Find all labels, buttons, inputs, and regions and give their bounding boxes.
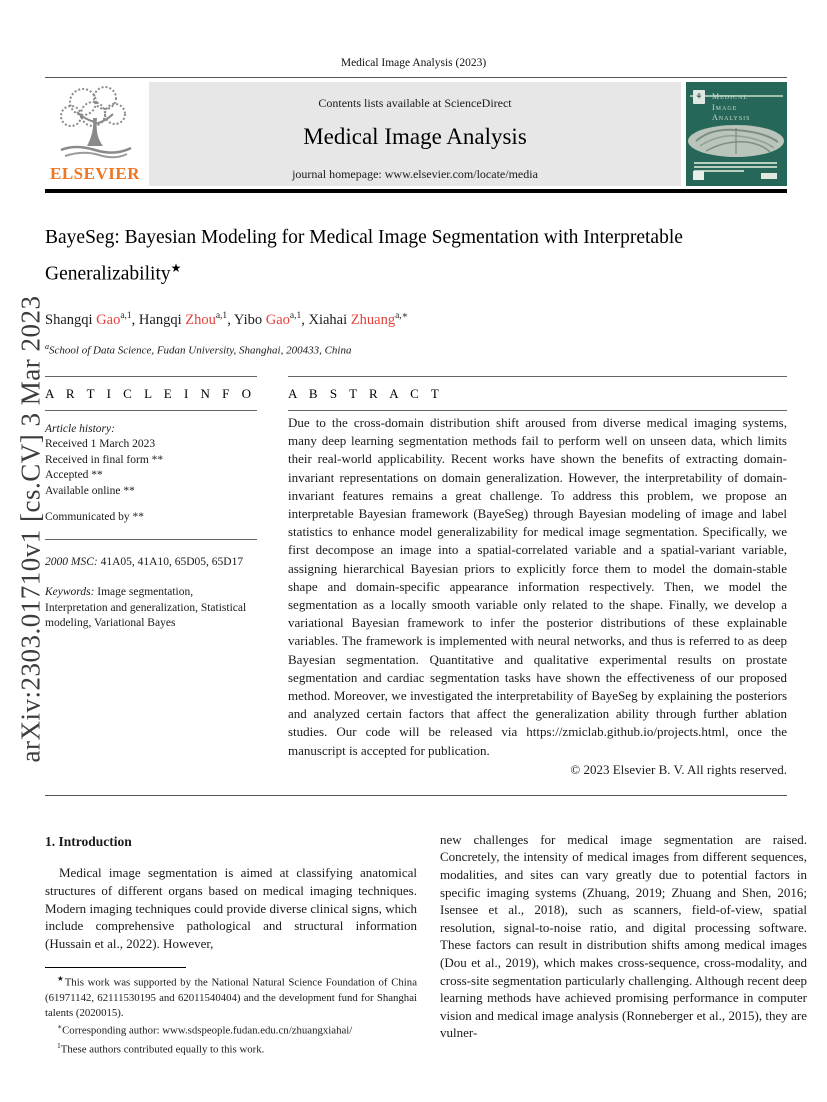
- cover-publisher-logo: [693, 171, 704, 180]
- journal-banner: [45, 82, 787, 186]
- body-right-column: [440, 831, 807, 1057]
- paper-title: BayeSeg: Bayesian Modeling for Medical Image Segmentation with Interpretable Generalizability★: [45, 227, 683, 285]
- contents-lists-line: Contents lists available at ScienceDirect: [318, 96, 512, 110]
- elsevier-wordmark: ELSEVIER: [50, 164, 140, 183]
- author-2: , Hangqi Zhou$^{a,1}$: [131, 311, 228, 329]
- divider: [45, 410, 257, 411]
- affiliation: $^a$School of Data Science, Fudan University, Shanghai, 200433, China: [45, 342, 352, 357]
- divider: [288, 410, 787, 411]
- article-history: Article history: Received 1 March 2023 Received in final form ** Accepted ** Available online **: [45, 422, 164, 497]
- divider: [288, 376, 787, 377]
- cover-sciencedirect-mark: [761, 173, 777, 179]
- divider: [45, 539, 257, 540]
- journal-title: Medical Image Analysis: [303, 124, 527, 149]
- msc-codes: 2000 MSC: 41A05, 41A10, 65D05, 65D17: [45, 555, 244, 568]
- article-info-heading: A R T I C L E I N F O: [45, 385, 256, 401]
- running-head: Medical Image Analysis (2023): [340, 57, 487, 69]
- elsevier-tree-icon: [53, 84, 137, 164]
- body-left-column: [45, 831, 417, 1057]
- article-info-column: [45, 376, 257, 778]
- keywords: Keywords: Image segmentation, Interpretation and generalization, Statistical modeling, Variational Bayes: [45, 586, 247, 630]
- cover-tree-icon: ⚘: [693, 90, 705, 104]
- copyright-line: © 2023 Elsevier B. V. All rights reserved.: [570, 761, 787, 777]
- abstract-heading: A B S T R A C T: [288, 385, 444, 401]
- footnote-corresponding-author: ∗Corresponding author: www.sdspeople.fudan.edu.cn/zhuangxiahai/: [57, 1022, 353, 1037]
- intro-paragraph-left: Medical image segmentation is aimed at classifying anatomical structures of different organs based on medical imaging techniques. Modern imaging techniques could provide diverse clinical signs, which include comprehensive pathological and structural information (Hussain et al., 2022). However,: [45, 865, 417, 951]
- footnotes: [45, 972, 417, 1057]
- author-list: [45, 311, 787, 330]
- section-heading-introduction: 1. Introduction: [45, 833, 132, 849]
- divider: [45, 376, 257, 377]
- title-footnote-star: ★: [170, 261, 182, 275]
- meta-block: [45, 376, 787, 778]
- communicated-by: Communicated by **: [45, 511, 145, 524]
- author-4: , Xiahai Zhuang$^{a,∗}$: [301, 311, 409, 329]
- body-columns: [45, 831, 807, 1057]
- journal-homepage-line: journal homepage: www.elsevier.com/locate/media: [292, 167, 538, 181]
- footnote-equal-contribution: $^1$These authors contributed equally to this work.: [57, 1040, 265, 1056]
- author-3: , Yibo Gao$^{a,1}$: [227, 311, 302, 329]
- footnote-funding: ★This work was supported by the National Natural Science Foundation of China (61971142, 62111530195 and 62011540404) and the development fund for Shanghai talents (2020015).: [45, 974, 417, 1019]
- journal-cover-thumbnail: [686, 82, 787, 186]
- abstract-column: [288, 376, 787, 778]
- cover-title: Medical Image Analysis: [712, 92, 751, 122]
- footnote-rule: [45, 967, 186, 968]
- banner-bottom-rule: [45, 189, 787, 193]
- banner-center: [149, 82, 681, 186]
- header-divider: [45, 77, 787, 78]
- abstract-bottom-rule: [45, 795, 787, 796]
- author-1: Shangqi Gao$^{a,1}$: [45, 311, 132, 329]
- elsevier-logo: [45, 82, 145, 186]
- abstract-text: Due to the cross-domain distribution shift aroused from diverse medical imaging systems, many deep learning segmentation methods fail to perform well on unseen data, which limits their real-world applicability. Recent works have shown the benefits of extracting domain-invariant representations on domain generalization. However, the interpretability of domain-invariant features remains a great challenge. To address this problem, we propose an interpretable Bayesian framework (BayeSeg) through Bayesian modeling of image and label statistics to enhance model generalizability for medical image segmentation. Specifically, we first decompose an image into a spatial-correlated variable and a spatial-variant variable, assigning hierarchical Bayesian priors to explicitly force them to model the domain-stable shape and domain-specific appearance information respectively. Then, we model the segmentation as a locally smooth variable only related to the shape. Finally, we develop a variational Bayesian framework to infer the posterior distributions of these explainable variables. The framework is implemented with neural networks, and thus is referred to as deep Bayesian segmentation. Quantitative and qualitative experimental results on prostate segmentation and cardiac segmentation tasks have shown the effectiveness of our proposed method. Moreover, we investigated the interpretability of BayeSeg by explaining the posteriors and analyzed certain factors that affect the generalization ability through further ablation studies. Our code will be released via https://zmiclab.github.io/projects.html, once the manuscript is accepted for publication.: [288, 414, 787, 758]
- intro-paragraph-right: new challenges for medical image segmentation are raised. Concretely, the intensity of medical images from different sequences, modalities, and sites can vary greatly due to potential factors in specific imaging systems (Zhuang, 2019; Zhuang and Shen, 2016; Isensee et al., 2018), such as scanners, field-of-view, spatial resolution, signal-to-noise ratio, and digital processing software. These factors can result in distribution shifts among medical images (Dou et al., 2019), which makes cross-sequence, cross-modality, and cross-site segmentation particularly challenging. Although recent deep learning methods have achieved promising performance in computer vision and medical image analysis (Ronneberger et al., 2015), they are vulner-: [440, 831, 807, 1041]
- arxiv-watermark: arXiv:2303.01710v1 [cs.CV] 3 Mar 2023: [15, 295, 46, 763]
- cover-brain-image: [686, 124, 787, 158]
